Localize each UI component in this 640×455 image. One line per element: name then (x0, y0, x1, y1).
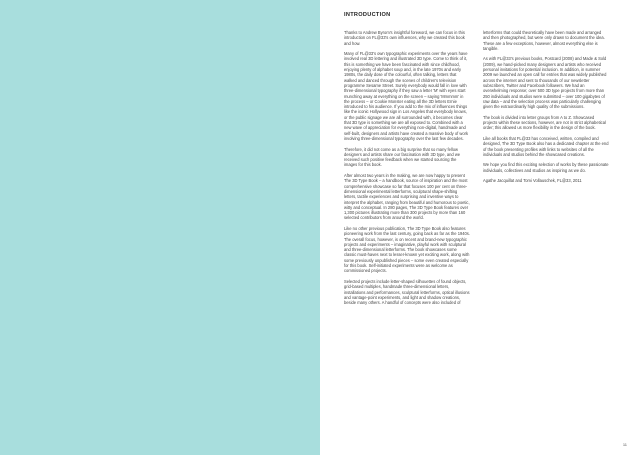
paragraph: Many of FL@33's own typographic experiments over the years have involved real 3D lettering and illustrated 3D type. Come to think of it, this is something we have been fascinated with since childhood, enjoying plenty of alphabet soup and, in the late 1970s and early 1980s, the daily dose of the colourful, often talking, letters that walked and danced through the scenes of children's television programme Sesame Street. Surely everybody would fall in love with three-dimensional typography if they saw a letter 'M' with eyes start munching away at everything on the screen – saying 'Mmmmm' in the process – or Cookie Monster eating all the 3D letters Ernie introduced to his audience. If you add to the mix of influences things like the iconic Hollywood sign in Los Angeles that everybody knows, or the public signage we are all surrounded with, it becomes clear that 3D type is something we are all exposed to. Combined with a new wave of appreciation for everything non-digital, handmade and self-built, designers and artists have created a massive body of work involving three-dimensional typography over the last few decades. (344, 51, 469, 141)
right-page (320, 0, 640, 455)
paragraph: letterforms that could theoretically have been made and arranged and then photographed, but were only drawn to document the idea. These are a few exceptions, however, almost everything else is tangible. (483, 30, 605, 51)
paragraph: Like all books that FL@33 has conceived, written, compiled and designed, The 3D Type Book also has a dedicated chapter at the end of the book presenting profiles with links to websites of all the individuals and studios behind the showcased creations. (483, 135, 609, 157)
text-column-right (483, 30, 609, 189)
paragraph: After almost two years in the making, we are now happy to present The 3D Type Book – a handbook, source of inspiration and the most comprehensive showcase so far that focuses 100 per cent on three-dimensional experimental letterforms, sculptural shape-shifting letters, tactile experiences and surprising and inventive ways to interpret the alphabet, ranging from beautiful and humorous to poetic, witty and conceptual. In 280 pages, The 3D Type Book features over 1,300 pictures illustrating more than 300 projects by more than 160 selected contributors from around the world. (344, 173, 470, 221)
paragraph: Thanks to Andrew Byrom's insightful foreword, we can focus in this introduction on FL@33's own influences, why we created this book and how. (344, 30, 465, 46)
page-number: 11 (622, 442, 627, 447)
paragraph: Like no other previous publication, The 3D Type Book also features pioneering work from the last century, going back as far as the 1940s. The overall focus, however, is on recent and brand-new typographic projects and experiments – imaginative, playful work with sculptural and three-dimensional letterforms. The book showcases some classic must-haves next to lesser-known yet exciting work, along with some previously unpublished pieces – some even created especially for this book. Self-initiated experiments were as welcome as commissioned projects. (344, 225, 470, 274)
paragraph: As with FL@33's previous books, Postcard (2008) and Made & Sold (2009), we hand-picked many designers and artists who received personal invitations for potential inclusion. In addition, in summer 2009 we launched an open call for entries that was widely published across the internet and sent to thousands of our newsletter subscribers, Twitter and Facebook followers. We had an overwhelming response; over 500 3D type projects from more than 250 individuals and studios were submitted – over 100 gigabytes of raw data – and the selection process was particularly challenging given the extraordinarily high quality of the submissions. (483, 56, 607, 110)
paragraph: Selected projects include letter-shaped silhouettes of found objects, grid-based multiples, handmade three-dimensional letters, installations and performances, sculptural letterforms, optical illusions and vantage-point experiments, and light and shadow creations, beside many others. A handful of concepts were also included of (344, 278, 470, 306)
section-heading: INTRODUCTION (344, 12, 391, 18)
text-column-left (344, 30, 470, 311)
paragraph: The book is divided into letter groups from A to Z. Showcased projects within these sections, however, are not in strict alphabetical order; this allowed us more flexibility in the design of the book. (483, 114, 606, 131)
paragraph: We hope you find this exciting selection of works by these passionate individuals, collectives and studios as inspiring as we do. (483, 162, 609, 173)
signature-line: Agathe Jacquillat and Tomi Vollauschek, FL@33, 2011 (483, 178, 582, 184)
paragraph: Therefore, it did not come as a big surprise that so many fellow designers and artists share our fascination with 3D type, and we received such positive feedback when we started sourcing the images for this book. (344, 146, 461, 168)
